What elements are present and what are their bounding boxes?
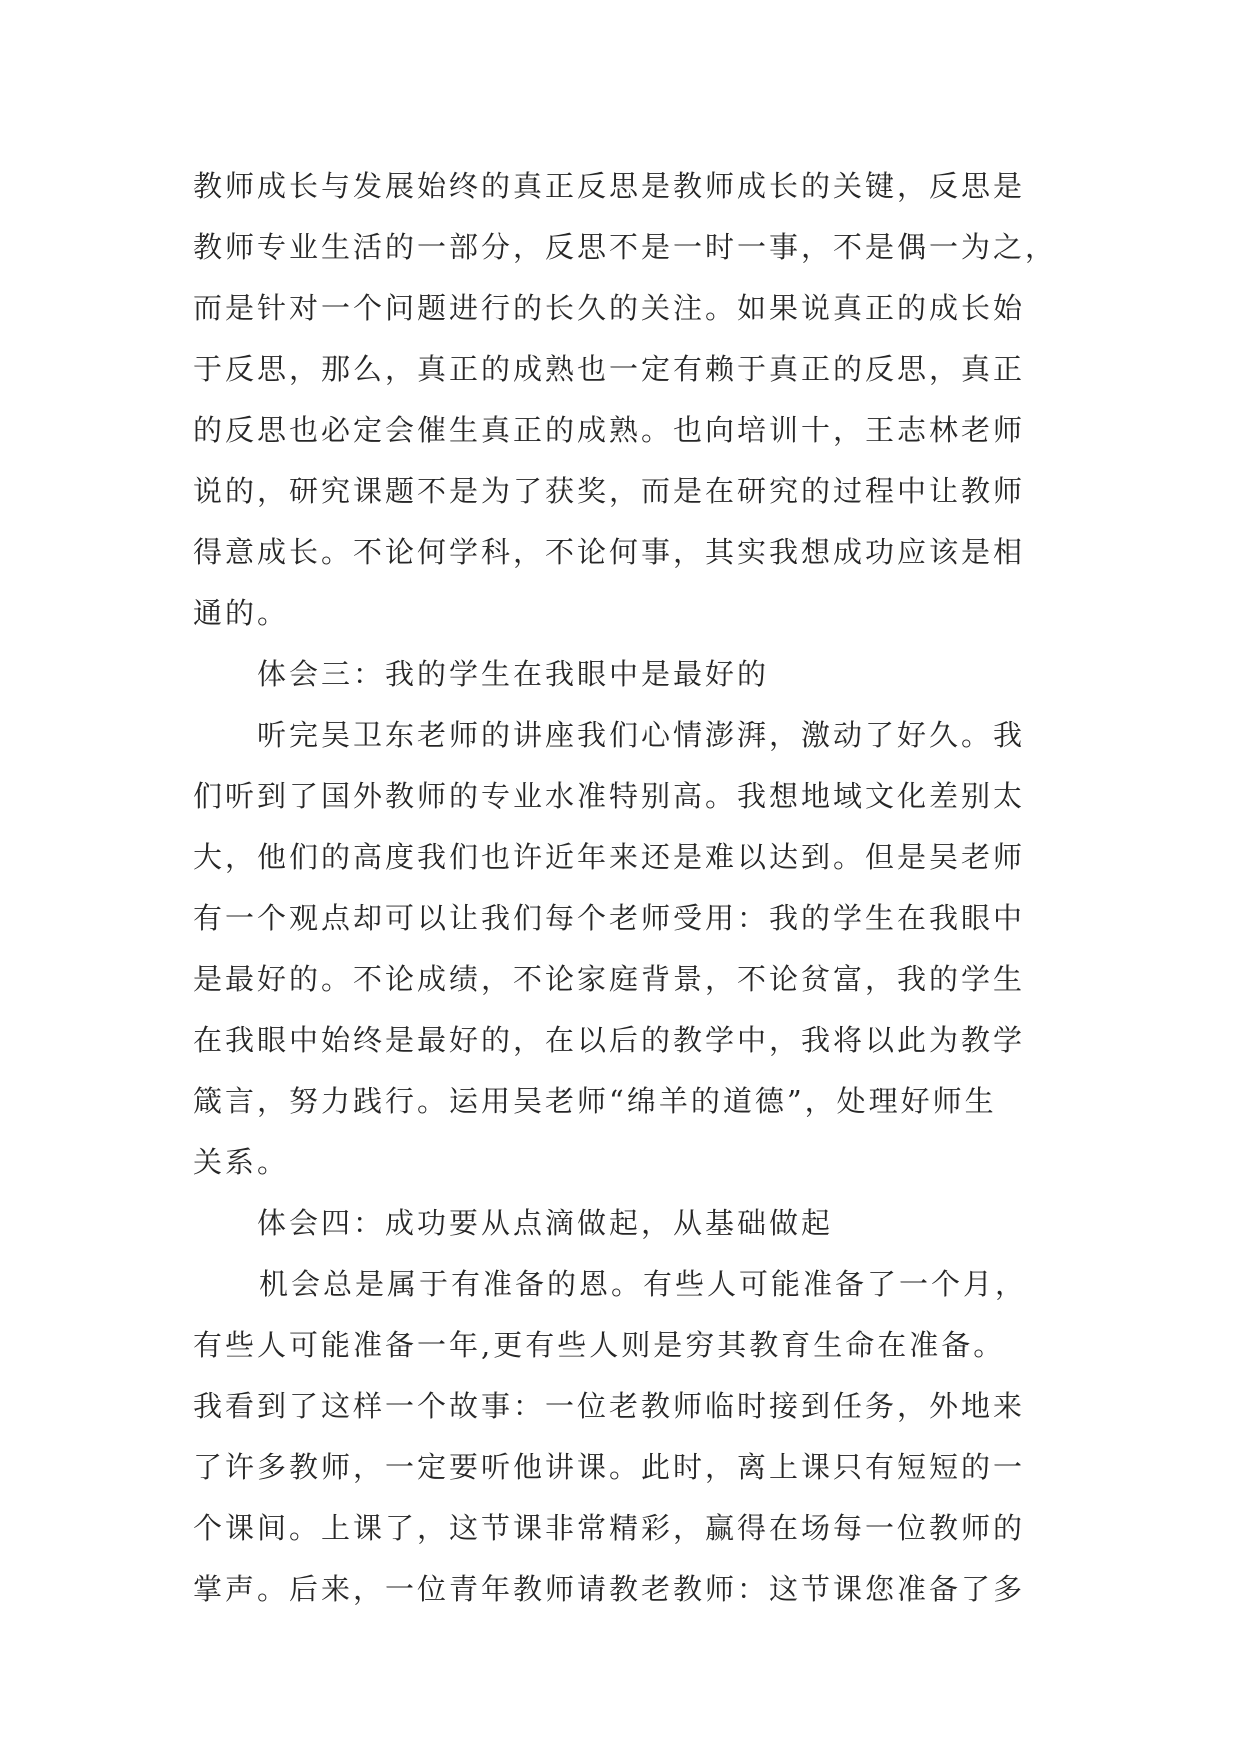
text-line: 关系。 <box>193 1145 290 1179</box>
section-heading-4: 体会四：成功要从点滴做起，从基础做起 <box>257 1206 834 1240</box>
text-line: 说的，研究课题不是为了获奖，而是在研究的过程中让教师 <box>193 474 1026 508</box>
text-line: 有一个观点却可以让我们每个老师受用：我的学生在我眼中 <box>193 901 1026 935</box>
text-line: 得意成长。不论何学科，不论何事，其实我想成功应该是相 <box>193 535 1026 569</box>
text-line: 我看到了这样一个故事：一位老教师临时接到任务，外地来 <box>193 1389 1026 1423</box>
text-line: 通的。 <box>193 596 290 630</box>
text-line: 是最好的。不论成绩，不论家庭背景，不论贫富，我的学生 <box>193 962 1026 996</box>
text-line: 教师专业生活的一部分，反思不是一时一事，不是偶一为之， <box>193 230 1058 264</box>
section-heading-3: 体会三：我的学生在我眼中是最好的 <box>257 657 770 691</box>
text-line: 在我眼中始终是最好的，在以后的教学中，我将以此为教学 <box>193 1023 1026 1057</box>
document-body <box>193 156 1073 1620</box>
text-line: 有些人可能准备一年,更有些人则是穷其教育生命在准备。 <box>193 1328 1006 1362</box>
text-line: 箴言，努力践行。运用吴老师“绵羊的道德”，处理好师生 <box>193 1084 997 1118</box>
text-line: 教师成长与发展始终的真正反思是教师成长的关键，反思是 <box>193 169 1026 203</box>
text-line: 个课间。上课了，这节课非常精彩，赢得在场每一位教师的 <box>193 1511 1026 1545</box>
paragraph-start-line: 听完吴卫东老师的讲座我们心情澎湃，激动了好久。我 <box>257 718 1026 752</box>
text-line: 而是针对一个问题进行的长久的关注。如果说真正的成长始 <box>193 291 1026 325</box>
text-line: 的反思也必定会催生真正的成熟。也向培训十，王志林老师 <box>193 413 1026 447</box>
text-line: 大，他们的高度我们也许近年来还是难以达到。但是吴老师 <box>193 840 1026 874</box>
text-line: 了许多教师，一定要听他讲课。此时，离上课只有短短的一 <box>193 1450 1026 1484</box>
paragraph-start-line: 机会总是属于有准备的恩。有些人可能准备了一个月， <box>259 1267 1028 1301</box>
text-line: 掌声。后来，一位青年教师请教老教师：这节课您准备了多 <box>193 1572 1026 1606</box>
text-line: 们听到了国外教师的专业水准特别高。我想地域文化差别太 <box>193 779 1026 813</box>
text-line: 于反思，那么，真正的成熟也一定有赖于真正的反思，真正 <box>193 352 1026 386</box>
